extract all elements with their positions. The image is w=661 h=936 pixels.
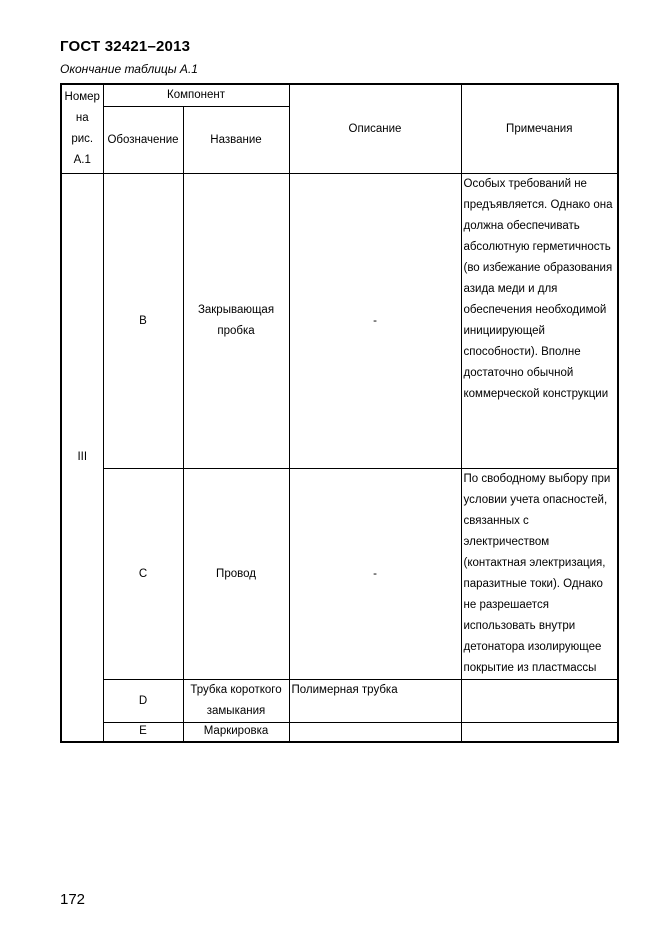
designation-cell-wrap [103, 723, 183, 743]
document-title: ГОСТ 32421–2013 [60, 38, 191, 55]
name-cell: Маркировка [203, 725, 269, 737]
header-number: Номер на рис. А.1 [61, 84, 103, 174]
page-number: 172 [60, 891, 86, 908]
group-number-cell: III [61, 174, 103, 743]
component-table [60, 83, 619, 743]
notes-cell [461, 680, 618, 723]
name-cell-wrap [183, 723, 289, 743]
name-cell: Закрывающая пробка [183, 174, 289, 469]
table-continuation-caption: Окончание таблицы А.1 [60, 62, 198, 76]
table-row [61, 723, 618, 743]
name-cell: Провод [183, 469, 289, 680]
description-cell: Полимерная трубка [289, 680, 461, 723]
header-description: Описание [289, 84, 461, 174]
designation-cell: C [103, 469, 183, 680]
header-notes: Примечания [461, 84, 618, 174]
table-row [61, 680, 618, 723]
designation-cell: B [103, 174, 183, 469]
header-designation: Обозначение [103, 107, 183, 174]
description-cell [289, 723, 461, 743]
designation-cell: E [139, 725, 147, 737]
description-cell: - [289, 469, 461, 680]
header-component: Компонент [103, 84, 289, 107]
notes-cell: Особых требований не предъявляется. Однако она должна обеспечивать абсолютную герметичность (во избежание образования азида меди и для обеспечения необходимой инициирующей способности). Вполне достаточно обычной коммерческой конструкции [461, 174, 618, 469]
table-header-row [61, 84, 618, 107]
designation-cell: D [103, 680, 183, 723]
description-cell: - [289, 174, 461, 469]
notes-cell [461, 723, 618, 743]
notes-cell: По свободному выбору при условии учета опасностей, связанных с электричеством (контактная электризация, паразитные токи). Однако не разрешается использовать внутри детонатора изолирующее покрытие из пластмассы [461, 469, 618, 680]
table-row [61, 469, 618, 680]
name-cell: Трубка короткого замыкания [183, 680, 289, 723]
header-name: Название [183, 107, 289, 174]
table-row [61, 174, 618, 469]
